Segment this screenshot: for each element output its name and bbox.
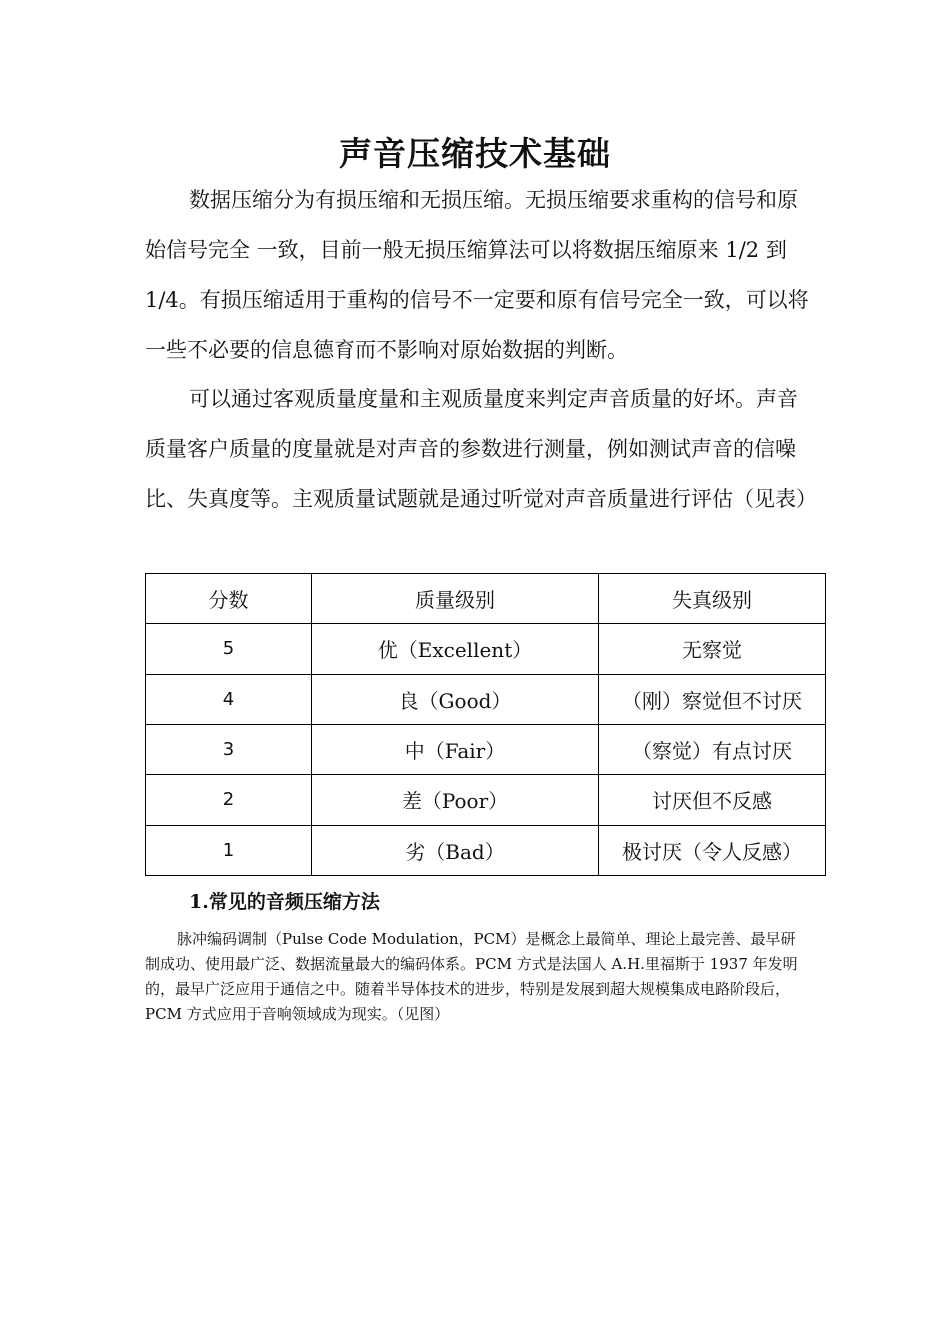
cell-score: 4	[146, 674, 312, 724]
table-row	[146, 775, 826, 825]
cell-score: 5	[146, 624, 312, 674]
paragraph-quality-measurement: 可以通过客观质量度量和主观质量度来判定声音质量的好坏。声音质量客户质量的度量就是对声音的参数进行测量，例如测试声音的信噪比、失真度等。主观质量试题就是通过听觉对声音质量进行评估（见表）	[145, 387, 817, 511]
cell-score: 2	[146, 775, 312, 825]
cell-quality: 良（Good）	[312, 674, 599, 724]
quality-score-table	[145, 573, 826, 876]
cell-quality: 优（Excellent）	[312, 624, 599, 674]
table-row	[146, 674, 826, 724]
table-row	[146, 825, 826, 875]
table-header-row	[146, 574, 826, 624]
cell-score: 3	[146, 724, 312, 774]
header-score: 分数	[146, 574, 312, 624]
document-title: 声音压缩技术基础	[339, 134, 611, 173]
table-row	[146, 624, 826, 674]
cell-score: 1	[146, 825, 312, 875]
cell-distortion: 无察觉	[599, 624, 826, 674]
cell-quality: 中（Fair）	[312, 724, 599, 774]
section-heading: 1.常见的音频压缩方法	[189, 891, 380, 913]
paragraph-pcm: 脉冲编码调制（Pulse Code Modulation，PCM）是概念上最简单、理论上最完善、最早研制成功、使用最广泛、数据流量最大的编码体系。PCM 方式是法国人 A.H.里福斯于 1937 年发明的，最早广泛应用于通信之中。随着半导体技术的进步，特别是发展到超大规模集成电路阶段后，PCM 方式应用于音响领域成为现实。（见图）	[145, 930, 798, 1023]
cell-quality: 差（Poor）	[312, 775, 599, 825]
cell-quality: 劣（Bad）	[312, 825, 599, 875]
cell-distortion: （察觉）有点讨厌	[599, 724, 826, 774]
cell-distortion: 讨厌但不反感	[599, 775, 826, 825]
cell-distortion: 极讨厌（令人反感）	[599, 825, 826, 875]
cell-distortion: （刚）察觉但不讨厌	[599, 674, 826, 724]
table-row	[146, 724, 826, 774]
paragraph-lossless-lossy: 数据压缩分为有损压缩和无损压缩。无损压缩要求重构的信号和原始信号完全 一致，目前一般无损压缩算法可以将数据压缩原来 1/2 到 1/4。有损压缩适用于重构的信号不一定要和原有信号完全一致，可以将一些不必要的信息德育而不影响对原始数据的判断。	[145, 188, 809, 362]
header-quality-level: 质量级别	[312, 574, 599, 624]
header-distortion-level: 失真级别	[599, 574, 826, 624]
